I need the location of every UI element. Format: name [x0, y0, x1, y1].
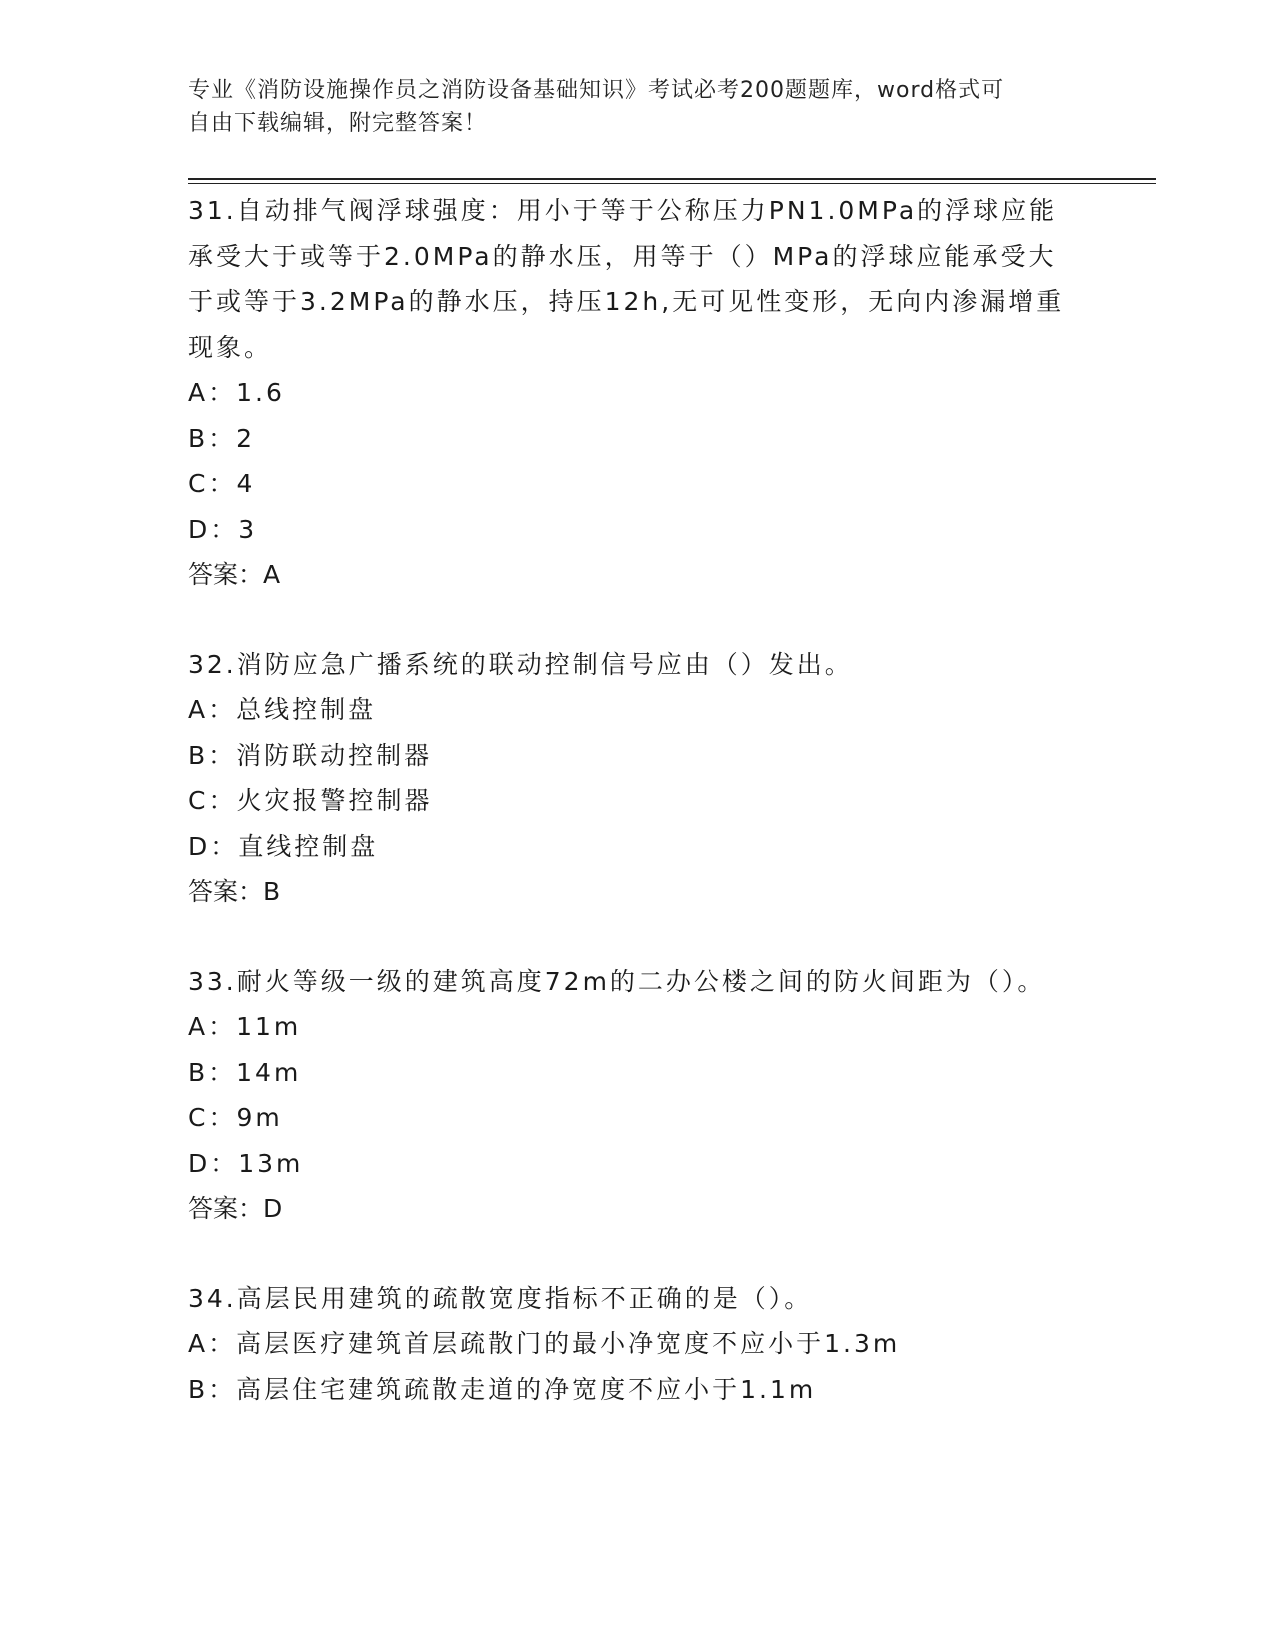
question-stem-line: 31.自动排气阀浮球强度：用小于等于公称压力PN1.0MPa的浮球应能	[188, 196, 1058, 225]
question-stem-line: 34.高层民用建筑的疏散宽度指标不正确的是（）。	[188, 1283, 813, 1313]
answer-line: 答案：A	[188, 560, 281, 589]
header-divider-thick	[188, 178, 1156, 180]
option-a: A：高层医疗建筑首层疏散门的最小净宽度不应小于1.3m	[188, 1329, 901, 1358]
question-stem-line: 现象。	[188, 332, 273, 362]
question-34	[188, 1276, 1088, 1413]
question-32	[188, 642, 1088, 915]
option-b: B：2	[188, 423, 256, 453]
question-list	[188, 188, 1088, 1456]
option-d: D：13m	[188, 1148, 304, 1178]
option-c: C：9m	[188, 1103, 283, 1132]
option-d: D：直线控制盘	[188, 831, 379, 861]
question-31	[188, 188, 1088, 598]
header-line-1: 专业《消防设施操作员之消防设备基础知识》考试必考200题题库，word格式可	[188, 78, 1005, 103]
question-stem-line: 32.消防应急广播系统的联动控制信号应由（）发出。	[188, 649, 853, 679]
option-c: C：4	[188, 469, 256, 498]
document-header	[188, 74, 1068, 140]
option-a: A：1.6	[188, 378, 285, 407]
question-stem-line: 于或等于3.2MPa的静水压，持压12h,无可见性变形，无向内渗漏增重	[188, 287, 1065, 316]
option-b: B：14m	[188, 1057, 302, 1087]
option-c: C：火灾报警控制器	[188, 786, 433, 815]
option-a: A：11m	[188, 1012, 302, 1041]
header-line-2: 自由下载编辑，附完整答案！	[188, 111, 488, 136]
answer-line: 答案：D	[188, 1194, 283, 1223]
option-a: A：总线控制盘	[188, 695, 377, 724]
question-33	[188, 959, 1088, 1232]
question-stem-line: 33.耐火等级一级的建筑高度72m的二办公楼之间的防火间距为（）。	[188, 966, 1046, 996]
option-b: B：高层住宅建筑疏散走道的净宽度不应小于1.1m	[188, 1374, 817, 1404]
answer-line: 答案：B	[188, 877, 281, 906]
header-divider-thin	[188, 183, 1156, 184]
question-stem-line: 承受大于或等于2.0MPa的静水压，用等于（）MPa的浮球应能承受大	[188, 241, 1057, 271]
option-d: D：3	[188, 514, 258, 544]
option-b: B：消防联动控制器	[188, 740, 433, 770]
